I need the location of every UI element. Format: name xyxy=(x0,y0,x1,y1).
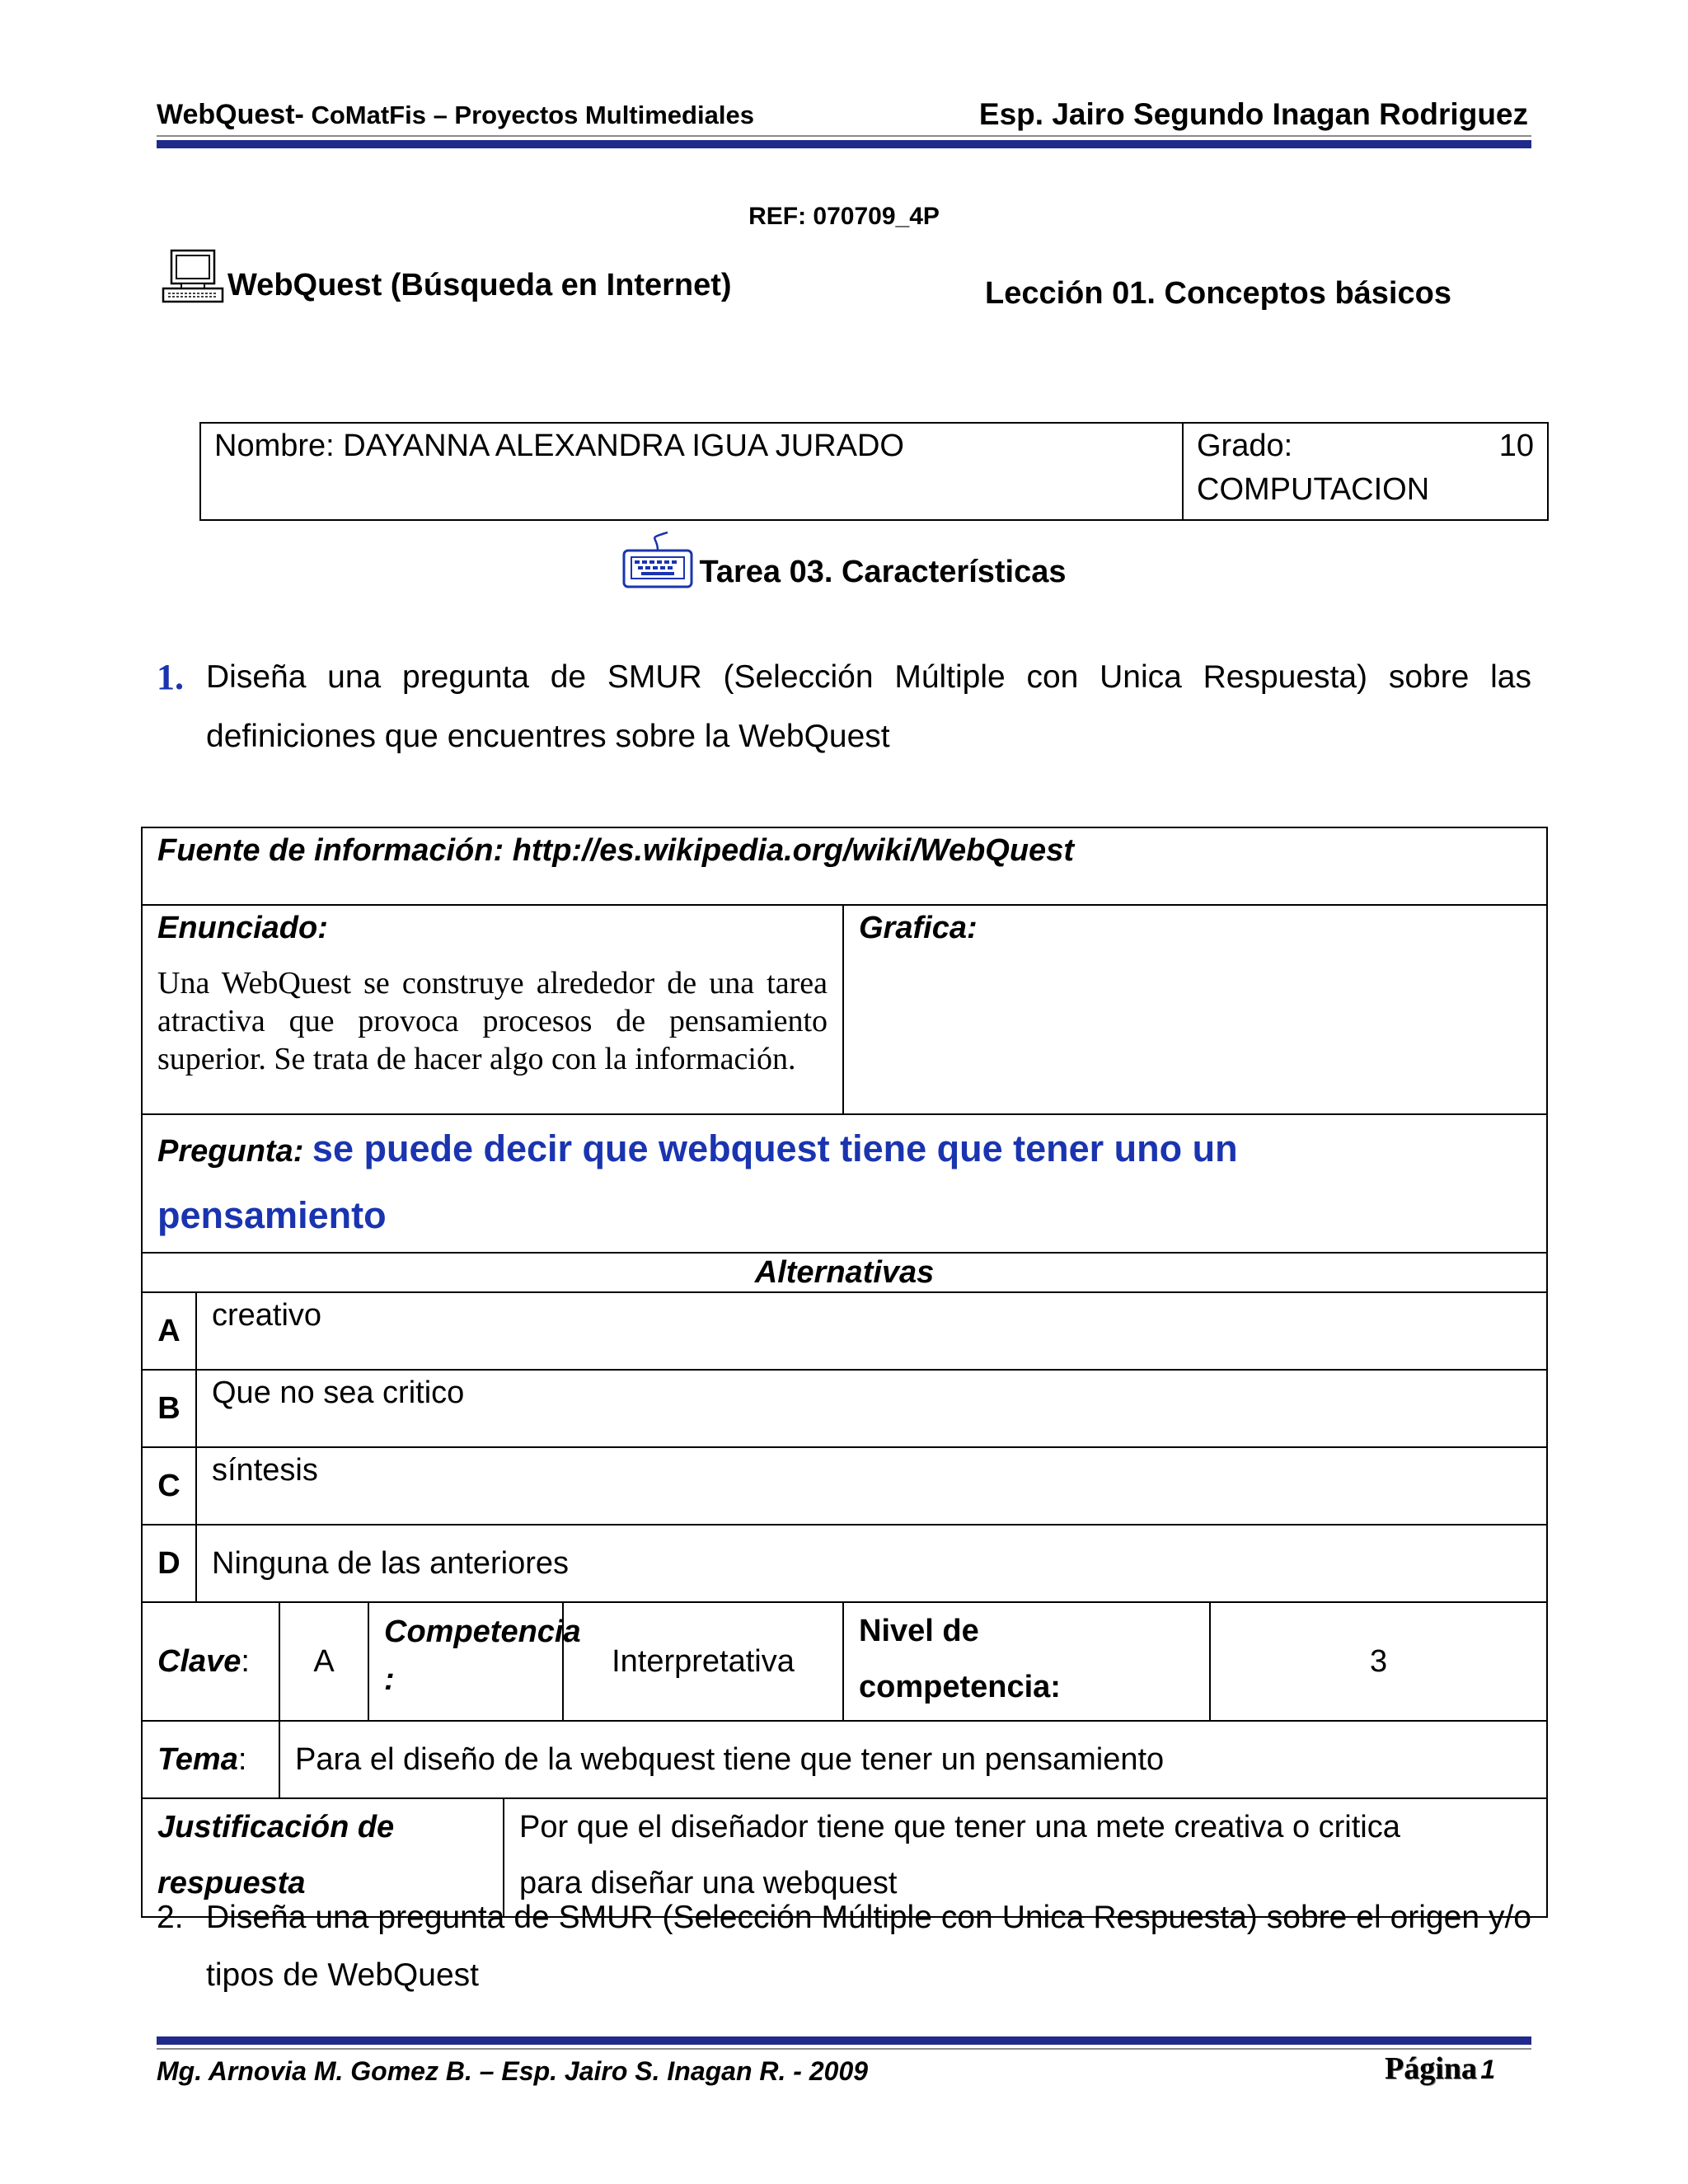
computer-icon xyxy=(162,249,224,303)
question-2 xyxy=(157,1889,1531,2004)
alternative-row xyxy=(142,1525,1547,1602)
pregunta-text-line-1: se puede decir que webquest tiene que tener uno un xyxy=(312,1127,1238,1169)
grafica-label: Grafica: xyxy=(859,911,978,945)
student-info-table xyxy=(199,422,1549,521)
lesson-title: Lección 01. Conceptos básicos xyxy=(985,276,1451,311)
tema-label-cell xyxy=(142,1721,279,1798)
competencia-colon: : xyxy=(384,1662,395,1697)
grafica-cell xyxy=(843,905,1547,1114)
question-1 xyxy=(157,648,1531,766)
alternative-text: Que no sea critico xyxy=(196,1370,1547,1447)
enunciado-text: Una WebQuest se construye alrededor de una tarea atractiva que provoca procesos de pensamiento superior. Se trata de hacer algo con la información. xyxy=(157,966,828,1076)
question-2-number: 2. xyxy=(157,1900,184,1935)
page-number xyxy=(1385,2050,1495,2087)
webquest-title-text: WebQuest (Búsqueda en Internet) xyxy=(227,268,732,302)
grade-label: Grado: xyxy=(1197,429,1293,463)
enunciado-cell xyxy=(142,905,843,1114)
header-left xyxy=(157,99,754,131)
competencia-value: Interpretativa xyxy=(563,1602,843,1721)
smur-question-form xyxy=(141,827,1548,1918)
clave-colon: : xyxy=(241,1643,250,1679)
question-1-text: Diseña una pregunta de SMUR (Selección Múltiple con Unica Respuesta) sobre las definiciones que encuentres sobre la WebQuest xyxy=(206,659,1531,754)
alternative-row xyxy=(142,1292,1547,1370)
page-number-value: 1 xyxy=(1480,2055,1496,2084)
keyboard-icon xyxy=(621,527,694,590)
subject: COMPUTACION xyxy=(1197,472,1430,507)
webquest-title xyxy=(162,249,732,303)
alternativas-header: Alternativas xyxy=(142,1253,1547,1292)
reference-code: REF: 070709_4P xyxy=(748,203,940,230)
header-site: WebQuest- xyxy=(157,99,304,130)
alternative-row xyxy=(142,1447,1547,1525)
page-label: Página xyxy=(1385,2051,1477,2086)
tema-colon: : xyxy=(237,1741,247,1777)
tema-label: Tema xyxy=(157,1741,238,1777)
alternative-letter: D xyxy=(142,1525,196,1602)
task-title-text: Tarea 03. Características xyxy=(699,555,1067,589)
footer-rule xyxy=(157,2036,1531,2045)
header-rule xyxy=(157,140,1531,148)
alternative-text: Ninguna de las anteriores xyxy=(196,1525,1547,1602)
tema-value: Para el diseño de la webquest tiene que tener un pensamiento xyxy=(279,1721,1547,1798)
footer-rule-thin xyxy=(157,2048,1531,2050)
task-title xyxy=(0,527,1688,590)
justificacion-label-line-1: Justificación de xyxy=(157,1810,395,1844)
pregunta-label: Pregunta: xyxy=(157,1134,304,1169)
nivel-label-line-2: competencia: xyxy=(859,1670,1061,1704)
justificacion-value-line-1: Por que el diseñador tiene que tener una mete creativa o critica xyxy=(519,1810,1400,1844)
alternative-text: creativo xyxy=(196,1292,1547,1370)
clave-value: A xyxy=(279,1602,368,1721)
question-2-text: Diseña una pregunta de SMUR (Selección Múltiple con Unica Respuesta) sobre el origen y/o tipos de WebQuest xyxy=(206,1900,1531,1993)
pregunta-cell xyxy=(142,1114,1547,1253)
nivel-value: 3 xyxy=(1210,1602,1547,1721)
alternative-letter: B xyxy=(142,1370,196,1447)
justificacion-label-line-2: respuesta xyxy=(157,1866,306,1900)
student-name: Nombre: DAYANNA ALEXANDRA IGUA JURADO xyxy=(200,423,1183,520)
header-author: Esp. Jairo Segundo Inagan Rodriguez xyxy=(978,97,1528,131)
footer-authors: Mg. Arnovia M. Gomez B. – Esp. Jairo S. Inagan R. - 2009 xyxy=(157,2056,869,2086)
header-subtitle: CoMatFis – Proyectos Multimediales xyxy=(303,101,754,129)
justificacion-value-line-2: para diseñar una webquest xyxy=(519,1866,898,1900)
competencia-label-cell xyxy=(368,1602,581,1721)
alternative-row xyxy=(142,1370,1547,1447)
source-cell: Fuente de información: http://es.wikipedia.org/wiki/WebQuest xyxy=(142,827,1547,905)
alternative-letter: C xyxy=(142,1447,196,1525)
alternative-text: síntesis xyxy=(196,1447,1547,1525)
header-rule-thin xyxy=(157,135,1531,137)
question-1-number: 1. xyxy=(157,657,184,697)
clave-label: Clave xyxy=(157,1643,241,1679)
nivel-label-line-1: Nivel de xyxy=(859,1614,979,1648)
pregunta-text-line-2: pensamiento xyxy=(157,1194,387,1236)
alternative-letter: A xyxy=(142,1292,196,1370)
competencia-label: Competencia xyxy=(384,1615,581,1649)
nivel-label-cell xyxy=(843,1602,1210,1721)
clave-label-cell xyxy=(142,1602,279,1721)
grade-value: 10 xyxy=(1498,429,1534,463)
enunciado-label: Enunciado: xyxy=(157,911,328,945)
grade-cell xyxy=(1183,423,1548,520)
